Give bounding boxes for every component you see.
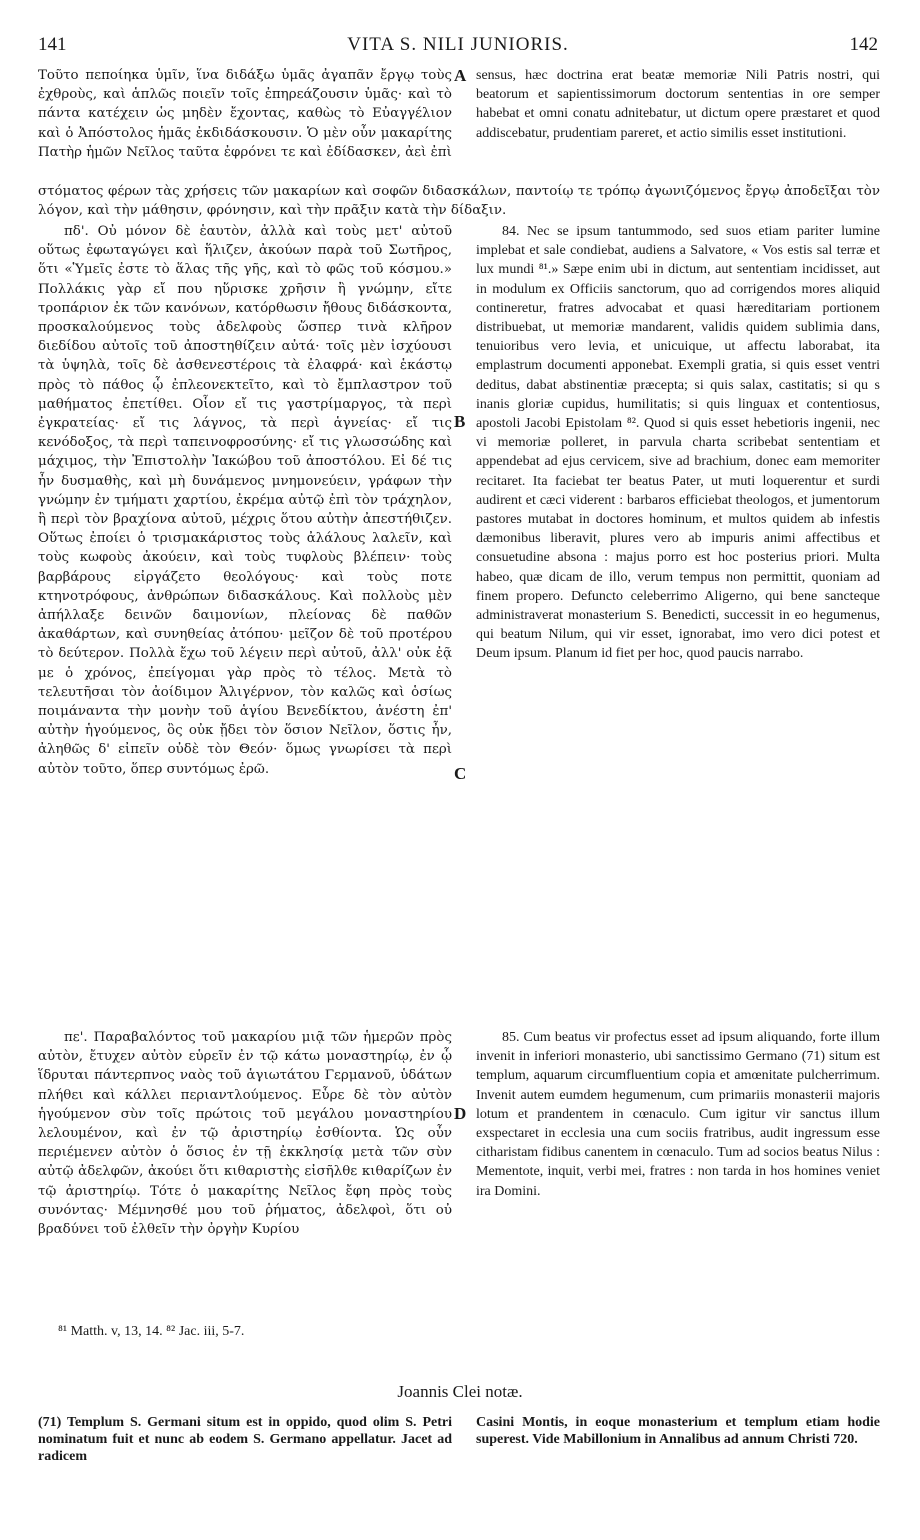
latin-section-85: 85. Cum beatus vir profectus esset ad ipsum aliquando, forte illum invenit in inferiori monasterio, ubi sanctissimo Germano (71) situm est templum, aquarum circumfluentium copia et amœnitate pulcherrimum. Invenit autem eumdem hegumenum, cum primariis monasterii majoris lotum et prandentem in cœnaculo. Cum igitur vir sanctus illum exspectaret in ecclesia una cum sociis fratribus, audit ingressum esse citharistam fidibus canentem in cœnaculo. Tum ad socios beatus Nilus : Mementote, inquit, verbi mei, fratres : non tarda in hos homines veniet ira Domini. [476, 1030, 880, 1199]
greek-full-width-line [38, 182, 880, 220]
latin-section-84: 84. Nec se ipsum tantummodo, sed suos etiam pariter lumine implebat et sale condiebat, audiens a Salvatore, « Vos estis sal terræ et lux mundi ⁸¹.» Sæpe enim ubi in dictum, aut sententiam incidisset, aut in modulum ex Officiis sanctorum, quo ad corrigendos mores aliquid contineretur, fratres advocabat et quasi hæreditariam portionem distribuebat, ut memoriæ mandarent, validis quidem sublimia dans, tenuioribus vero levia, et unicuique, ut affectu laborabat, ita emplastrum documenti apponebat. Exempli gratia, si quis esset ventri deditus, dabat abstinentiæ præcepta; si quis salax, castitatis; si qu s inanis gloriæ cupidus, humilitatis; si quis linguax et contentiosus, apostoli Jacobi Epistolam ⁸². Quod si quis esset hebetioris ingenii, nec vi memoriæ polleret, in parvula charta scribebat sententiam et appendebat ad ejus cervicem, sive ad brachium, donec eam memoriter recitaret. Ita faciebat ter beatus Pater, ut muti loquerentur et surdi audirent et cæci viderent : barbaros efficiebat theologos, et jumentorum pastores mutabat in doctores hominum, et multos quidem ab infestis dæmonibus liberavit, plures vero ab impuris animi affectibus et consuetudine absona : majus porro est hoc posterius priori. Multa habeo, quæ dicam de illo, verum tempus non permittit, quoniam ad finem propero. Defuncto celeberrimo Aligerno, qui bene sancteque administraverat monasterium S. Benedicti, successit in eo hegumenus, qui beatum Nilum, qui vir esset, ignorabat, imo vero dici potest et Deum ipsum. Planum id fiet per hoc, quod paucis narrabo. [476, 224, 880, 662]
greek-continuation: στόματος φέρων τὰς χρήσεις τῶν μακαρίων καὶ σοφῶν διδασκάλων, παντοίῳ τε τρόπῳ ἀγωνιζόμενος ἔργῳ ἀποδεῖξαι τὸν λόγον, καὶ τὴν μάθησιν, φρόνησιν, καὶ τὴν πρᾶξιν κατὰ τὴν δίδαξιν. [38, 184, 880, 219]
greek-section-85: πε'. Παραβαλόντος τοῦ μακαρίου μιᾷ τῶν ἡμερῶν πρὸς αὐτὸν, ἔτυχεν αὐτὸν εὑρεῖν ἐν τῷ κάτω μοναστηρίῳ, ἐν ᾧ ἵδρυται πάντερπνος ναὸς τοῦ ἁγιωτάτου Γερμανοῦ, ὑδάτων πλήθει καὶ κάλλει περιαντλούμενος. Εὗρε δὲ τὸν αὐτὸν ἡγούμενον σὺν τοῖς πρώτοις τοῦ μεγάλου μοναστηρίου λελουμένον, καὶ ἐν τῷ ἀριστηρίῳ ἐσθίοντα. Ὡς οὖν περιέμενεν αὐτὸν ὁ ὅσιος ἐν τῇ ἐκκλησίᾳ μετὰ τῶν σὺν αὐτῷ ἀδελφῶν, ἀκούει ὅτι κιθαριστὴς εἰσῆλθε κιθαρίζων ἐν τῷ ἀριστηρίῳ. Τότε ὁ μακαρίτης Νεῖλος ἔφη πρὸς τοὺς συνόντας· Μέμνησθέ μου τοῦ ῥήματος, ἀδελφοὶ, ὅτι οὐ βραδύνει τοῦ ἐλθεῖν τὴν ὀργὴν Κυρίου [38, 1030, 452, 1238]
latin-paragraph: sensus, hæc doctrina erat beatæ memoriæ Nili Patris nostri, qui beatorum et sapientissimorum doctorum sententias in ore semper habebat et omni conatu adnitebatur, ut dictum opere præstaret et quod addiscebatur, prudentiam pareret, et actio similis esset institutioni. [476, 68, 880, 141]
latin-column-top [476, 66, 880, 143]
greek-paragraph: Τοῦτο πεποίηκα ὑμῖν, ἵνα διδάξω ὑμᾶς ἀγαπᾶν ἔργῳ τοὺς ἐχθροὺς, καὶ ἁπλῶς ποιεῖν τοῖς ἐπηρεάζουσιν ὑμᾶς· καὶ τὸ πάντα κατέχειν ὡς μηδὲν ἔχοντας, καθὼς τὸ Εὐαγγέλιον καὶ ὁ Ἀπόστολος ἡμᾶς ἐκδιδάσκουσιν. Ὁ μὲν οὖν μακαρίτης Πατὴρ ἡμῶν Νεῖλος ταῦτα ἐφρόνει τε καὶ ἐδίδασκεν, ἀεὶ ἐπὶ [38, 68, 452, 160]
greek-section-84: πδ'. Οὐ μόνον δὲ ἑαυτὸν, ἀλλὰ καὶ τοὺς μετ' αὐτοῦ οὕτως ἐφωταγώγει καὶ ἥλιζεν, ἀκούων παρὰ τοῦ Σωτῆρος, ὅτι «Ὑμεῖς ἐστε τὸ ἅλας τῆς γῆς, καὶ τὸ φῶς τοῦ κόσμου.» Πολλάκις γὰρ εἴ που ηὕρισκε χρῆσιν ἢ γνώμην, εἴτε τροπάριον ἐκ τῶν κανόνων, κατόρθωσιν ἤθους διδάσκοντα, προσκαλούμενος τοὺς ἀδελφοὺς ὥσπερ τινὰ κλῆρον διεδίδου αὐτοῖς τοῦ ἀποστηθίζειν αὐτά· τοῖς μὲν ἰσχύουσι τὰ ὑψηλὰ, τοῖς δὲ ἀσθενεστέροις τὰ ἐλαφρά· καὶ ἑκάστῳ πρὸς τὸ πάθος ᾧ ἐπλεονεκτεῖτο, καὶ τὸ ἔμπλαστρον τοῦ μαθήματος ἐπετίθει. Οἷον εἴ τις γαστρίμαργος, τὰ περὶ ἐγκρατείας· εἴ τις λάγνος, τὰ περὶ ἁγνείας· εἴ τις κενόδοξος, τὰ περὶ ταπεινοφροσύνης· εἴ τις γλωσσώδης καὶ μάχιμος, τὴν Ἐπιστολὴν Ἰακώβου τοῦ ἀποστόλου. Εἰ δέ τις ἦν δυσμαθὴς, καὶ μὴ δυνάμενος μνημονεύειν, γράφων τὴν γνώμην ἐν τμήματι χαρτίου, ἐκρέμα αὐτῷ ἐπὶ τὸν τράχηλον, ἢ περὶ τὸν βραχίονα αὐτοῦ, μέχρις ὅτου αὐτὴν ἀπεστήθιζεν. Οὕτως ἐποίει ὁ τρισμακάριστος τοὺς ἀλάλους λαλεῖν, καὶ τοὺς κωφοὺς ἀκούειν, καὶ τοὺς τυφλοὺς βλέπειν· τοὺς βαρβάρους εἰργάζετο θεολόγους· καὶ τοὺς ποτε κτηνοτρόφους, ἀνθρώπων διδασκάλους. Καὶ πολλοὺς μὲν ἀπήλλαξε δεινῶν δαιμονίων, πλείονας δὲ παθῶν ἀκαθάρτων, καὶ συνηθείας ἀτόπου· μεῖζον δὲ τοῦ προτέρου τὸ δεύτερον. Πολλὰ ἔχω τοῦ λέγειν περὶ αὐτοῦ, ἀλλ' οὐκ ἐᾷ με ὁ χρόνος, ἐπείγομαι γὰρ πρὸς τὸ τέλος. Μετὰ τὸ τελευτῆσαι τὸν ἀοίδιμον Ἀλιγέρνον, τὸν καλῶς καὶ ὁσίως ποιμάναντα τὴν μονὴν τοῦ ἁγίου Βενεδίκτου, ἀνέστη ἐπ' αὐτὴν ἡγούμενος, ὃς οὐκ ᾔδει τὸν ὅσιον Νεῖλον, ὅστις ἦν, ἀληθῶς δ' εἰπεῖν οὐδὲ τὸν Θεόν· ὅμως γνωρίσει τὰ περὶ αὐτὸν τοῦτο, ὅπερ συντόμως ἐρῶ. [38, 224, 452, 777]
scripture-footnotes: ⁸¹ Matth. v, 13, 14. ⁸² Jac. iii, 5-7. [58, 1324, 245, 1339]
notes-heading: Joannis Clei notæ. [397, 1382, 523, 1401]
page-number-left: 141 [38, 34, 67, 55]
greek-column-84 [38, 222, 452, 779]
margin-letter-c: C [454, 764, 467, 783]
note-71-right: Casini Montis, in eoque monasterium et templum etiam hodie superest. Vide Mabillonium in Annalibus ad annum Christi 720. [476, 1415, 880, 1447]
note-71-left: (71) Templum S. Germani situm est in oppido, quod olim S. Petri nominatum fuit et nunc ab eodem S. Germano appellatur. Jacet ad radicem [38, 1415, 452, 1464]
greek-column-85 [38, 1028, 452, 1239]
greek-column-top [38, 66, 452, 162]
running-header [38, 34, 878, 58]
margin-letter-a: A [454, 66, 467, 85]
margin-letter-d: D [454, 1104, 467, 1123]
margin-letter-b: B [454, 412, 466, 431]
latin-column-84 [476, 222, 880, 664]
latin-column-85 [476, 1028, 880, 1201]
running-head-title: VITA S. NILI JUNIORIS. [347, 34, 569, 55]
page-number-right: 142 [849, 34, 878, 55]
